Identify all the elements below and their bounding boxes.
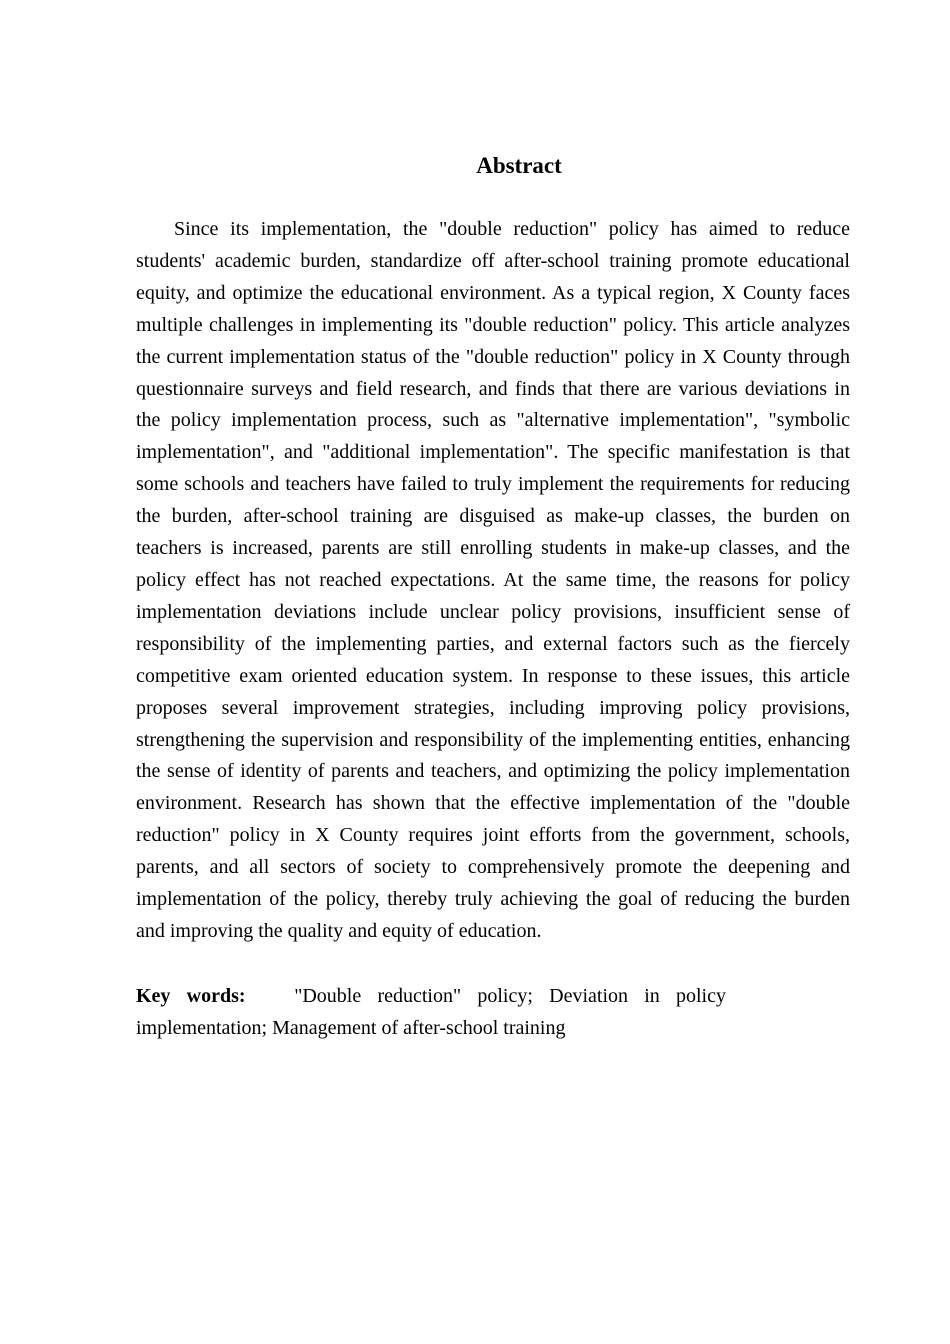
abstract-page xyxy=(136,150,850,1044)
keywords-text: "Double reduction" policy; Deviation in policy implementation; Management of after-school training xyxy=(136,984,726,1039)
abstract-body: Since its implementation, the "double reduction" policy has aimed to reduce students' academic burden, standardize off after-school training promote educational equity, and optimize the educational environment. As a typical region, X County faces multiple challenges in implementing its "double reduction" policy. This article analyzes the current implementation status of the "double reduction" policy in X County through questionnaire surveys and field research, and finds that there are various deviations in the policy implementation process, such as "alternative implementation", "symbolic implementation", and "additional implementation". The specific manifestation is that some schools and teachers have failed to truly implement the requirements for reducing the burden, after-school training are disguised as make-up classes, the burden on teachers is increased, parents are still enrolling students in make-up classes, and the policy effect has not reached expectations. At the same time, the reasons for policy implementation deviations include unclear policy provisions, insufficient sense of responsibility of the implementing parties, and external factors such as the fiercely competitive exam oriented education system. In response to these issues, this article proposes several improvement strategies, including improving policy provisions, strengthening the supervision and responsibility of the implementing entities, enhancing the sense of identity of parents and teachers, and optimizing the policy implementation environment. Research has shown that the effective implementation of the "double reduction" policy in X County requires joint efforts from the government, schools, parents, and all sectors of society to comprehensively promote the deepening and implementation of the policy, thereby truly achieving the goal of reducing the burden and improving the quality and equity of education. xyxy=(136,218,850,942)
keywords-section xyxy=(136,980,726,1044)
keywords-label: Key words: xyxy=(136,984,246,1007)
abstract-title: Abstract xyxy=(476,153,562,178)
